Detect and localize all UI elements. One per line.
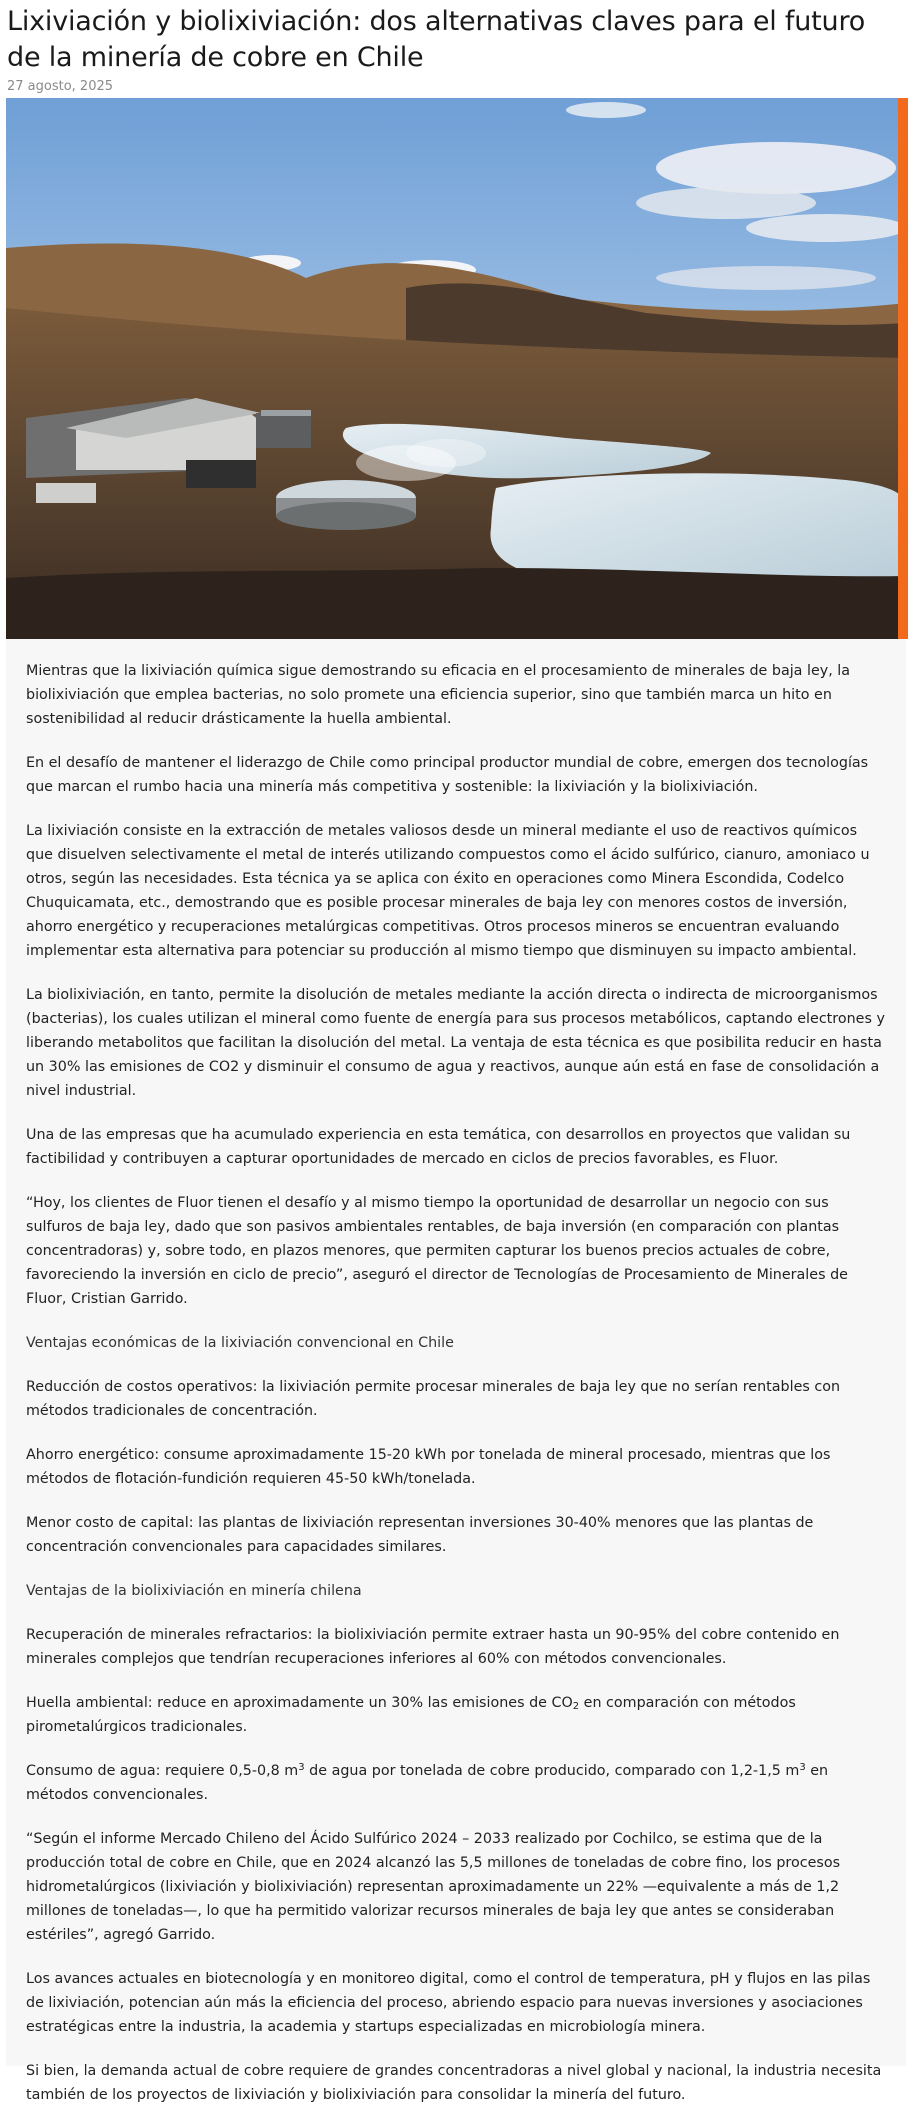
water-superscript-1: 3 xyxy=(298,1762,305,1773)
paragraph-conclusion: Si bien, la demanda actual de cobre requiere de grandes concentradoras a nivel global y nacional, la industria necesita también de los proyectos de lixiviación y biolixiviación para consolidar la minería del futuro. xyxy=(26,2063,882,2103)
paragraph-capital-cost: Menor costo de capital: las plantas de lixiviación representan inversiones 30-40% menores que las plantas de concentración convencionales para capacidades similares. xyxy=(26,1515,814,1555)
hero-image xyxy=(6,98,906,639)
subheading-economic-advantages: Ventajas económicas de la lixiviación convencional en Chile xyxy=(26,1335,454,1351)
accent-bar xyxy=(898,98,908,639)
paragraph-environmental-footprint xyxy=(26,1691,886,1739)
subheading-bioleaching-advantages: Ventajas de la biolixiviación en minería chilena xyxy=(26,1583,362,1599)
paragraph-refractory-minerals: Recuperación de minerales refractarios: la biolixiviación permite extraer hasta un 90-95% del cobre contenido en minerales complejos que tendrían recuperaciones inferiores al 60% con métodos convencionales. xyxy=(26,1627,840,1667)
water-superscript-2: 3 xyxy=(799,1762,806,1773)
article-body xyxy=(6,639,906,2103)
footprint-subscript: 2 xyxy=(572,1701,580,1712)
paragraph-biotech-advances: Los avances actuales en biotecnología y en monitoreo digital, como el control de temperatura, pH y flujos en las pilas de lixiviación, potencian aún más la eficiencia del proceso, abriendo espacio para nuevas inversiones y asociaciones estratégicas entre la industria, la academia y startups especializadas en microbiología minera. xyxy=(26,1971,871,2035)
paragraph-water-consumption xyxy=(26,1759,886,1807)
mining-landscape-illustration xyxy=(6,98,906,639)
article-date: 27 agosto, 2025 xyxy=(7,79,114,94)
paragraph-energy-savings: Ahorro energético: consume aproximadamente 15-20 kWh por tonelada de mineral procesado, mientras que los métodos de flotación-fundición requieren 45-50 kWh/tonelada. xyxy=(26,1447,831,1487)
footprint-text-before: Huella ambiental: reduce en aproximadamente un 30% las emisiones de CO xyxy=(26,1695,573,1711)
water-text-1: Consumo de agua: requiere 0,5-0,8 m xyxy=(26,1763,299,1779)
paragraph-fluor: Una de las empresas que ha acumulado experiencia en esta temática, con desarrollos en proyectos que validan su factibilidad y contribuyen a capturar oportunidades de mercado en ciclos de precios favorables, es Fluor. xyxy=(26,1127,851,1167)
water-text-3: en métodos convencionales. xyxy=(26,1763,829,1803)
paragraph-bioleaching: La biolixiviación, en tanto, permite la disolución de metales mediante la acción directa o indirecta de microorganismos (bacterias), los cuales utilizan el mineral como fuente de energía para sus procesos metabólicos, captando electrones y liberando metabolitos que facilitan la disolución del metal. La ventaja de esta técnica es que posibilita reducir en hasta un 30% las emisiones de CO2 y disminuir el consumo de agua y reactivos, aunque aún está en fase de consolidación a nivel industrial. xyxy=(26,987,885,1099)
paragraph-cochilco-quote: “Según el informe Mercado Chileno del Ácido Sulfúrico 2024 – 2033 realizado por Cochilco, se estima que de la producción total de cobre en Chile, que en 2024 alcanzó las 5,5 millones de toneladas de cobre fino, los procesos hidrometalúrgicos (lixiviación y biolixiviación) representan aproximadamente un 22% —equivalente a más de 1,2 millones de toneladas—, lo que ha permitido valorizar recursos minerales de baja ley que antes se consideraban estériles”, agregó Garrido. xyxy=(26,1831,841,1943)
paragraph-leaching: La lixiviación consiste en la extracción de metales valiosos desde un mineral mediante el uso de reactivos químicos que disuelven selectivamente el metal de interés utilizando compuestos como el ácido sulfúrico, cianuro, amoniaco u otros, según las necesidades. Esta técnica ya se aplica con éxito en operaciones como Minera Escondida, Codelco Chuquicamata, etc., demostrando que es posible procesar minerales de baja ley con menores costos de inversión, ahorro energético y recuperaciones metalúrgicas competitivas. Otros procesos mineros se encuentran evaluando implementar esta alternativa para potenciar su producción al mismo tiempo que disminuyen su impacto ambiental. xyxy=(26,823,870,959)
paragraph-intro: Mientras que la lixiviación química sigue demostrando su eficacia en el procesamiento de minerales de baja ley, la biolixiviación que emplea bacterias, no solo promete una eficiencia superior, sino que también marca un hito en sostenibilidad al reducir drásticamente la huella ambiental. xyxy=(26,663,851,727)
article-title: Lixiviación y biolixiviación: dos alternativas claves para el futuro de la minería de cobre en Chile xyxy=(7,6,866,73)
water-text-2: de agua por tonelada de cobre producido, comparado con 1,2-1,5 m xyxy=(304,1763,800,1779)
paragraph-quote-garrido: “Hoy, los clientes de Fluor tienen el desafío y al mismo tiempo la oportunidad de desarrollar un negocio con sus sulfuros de baja ley, dado que son pasivos ambientales rentables, de baja inversión (en comparación con plantas concentradoras) y, sobre todo, en plazos menores, que permiten capturar los buenos precios actuales de cobre, favoreciendo la inversión en ciclo de precio”, aseguró el director de Tecnologías de Procesamiento de Minerales de Fluor, Cristian Garrido. xyxy=(26,1195,848,1307)
paragraph-leadership: En el desafío de mantener el liderazgo de Chile como principal productor mundial de cobre, emergen dos tecnologías que marcan el rumbo hacia una minería más competitiva y sostenible: la lixiviación y la biolixiviación. xyxy=(26,755,869,795)
footprint-text-after: en comparación con métodos pirometalúrgicos tradicionales. xyxy=(26,1695,796,1735)
paragraph-operating-costs: Reducción de costos operativos: la lixiviación permite procesar minerales de baja ley que no serían rentables con métodos tradicionales de concentración. xyxy=(26,1379,841,1419)
